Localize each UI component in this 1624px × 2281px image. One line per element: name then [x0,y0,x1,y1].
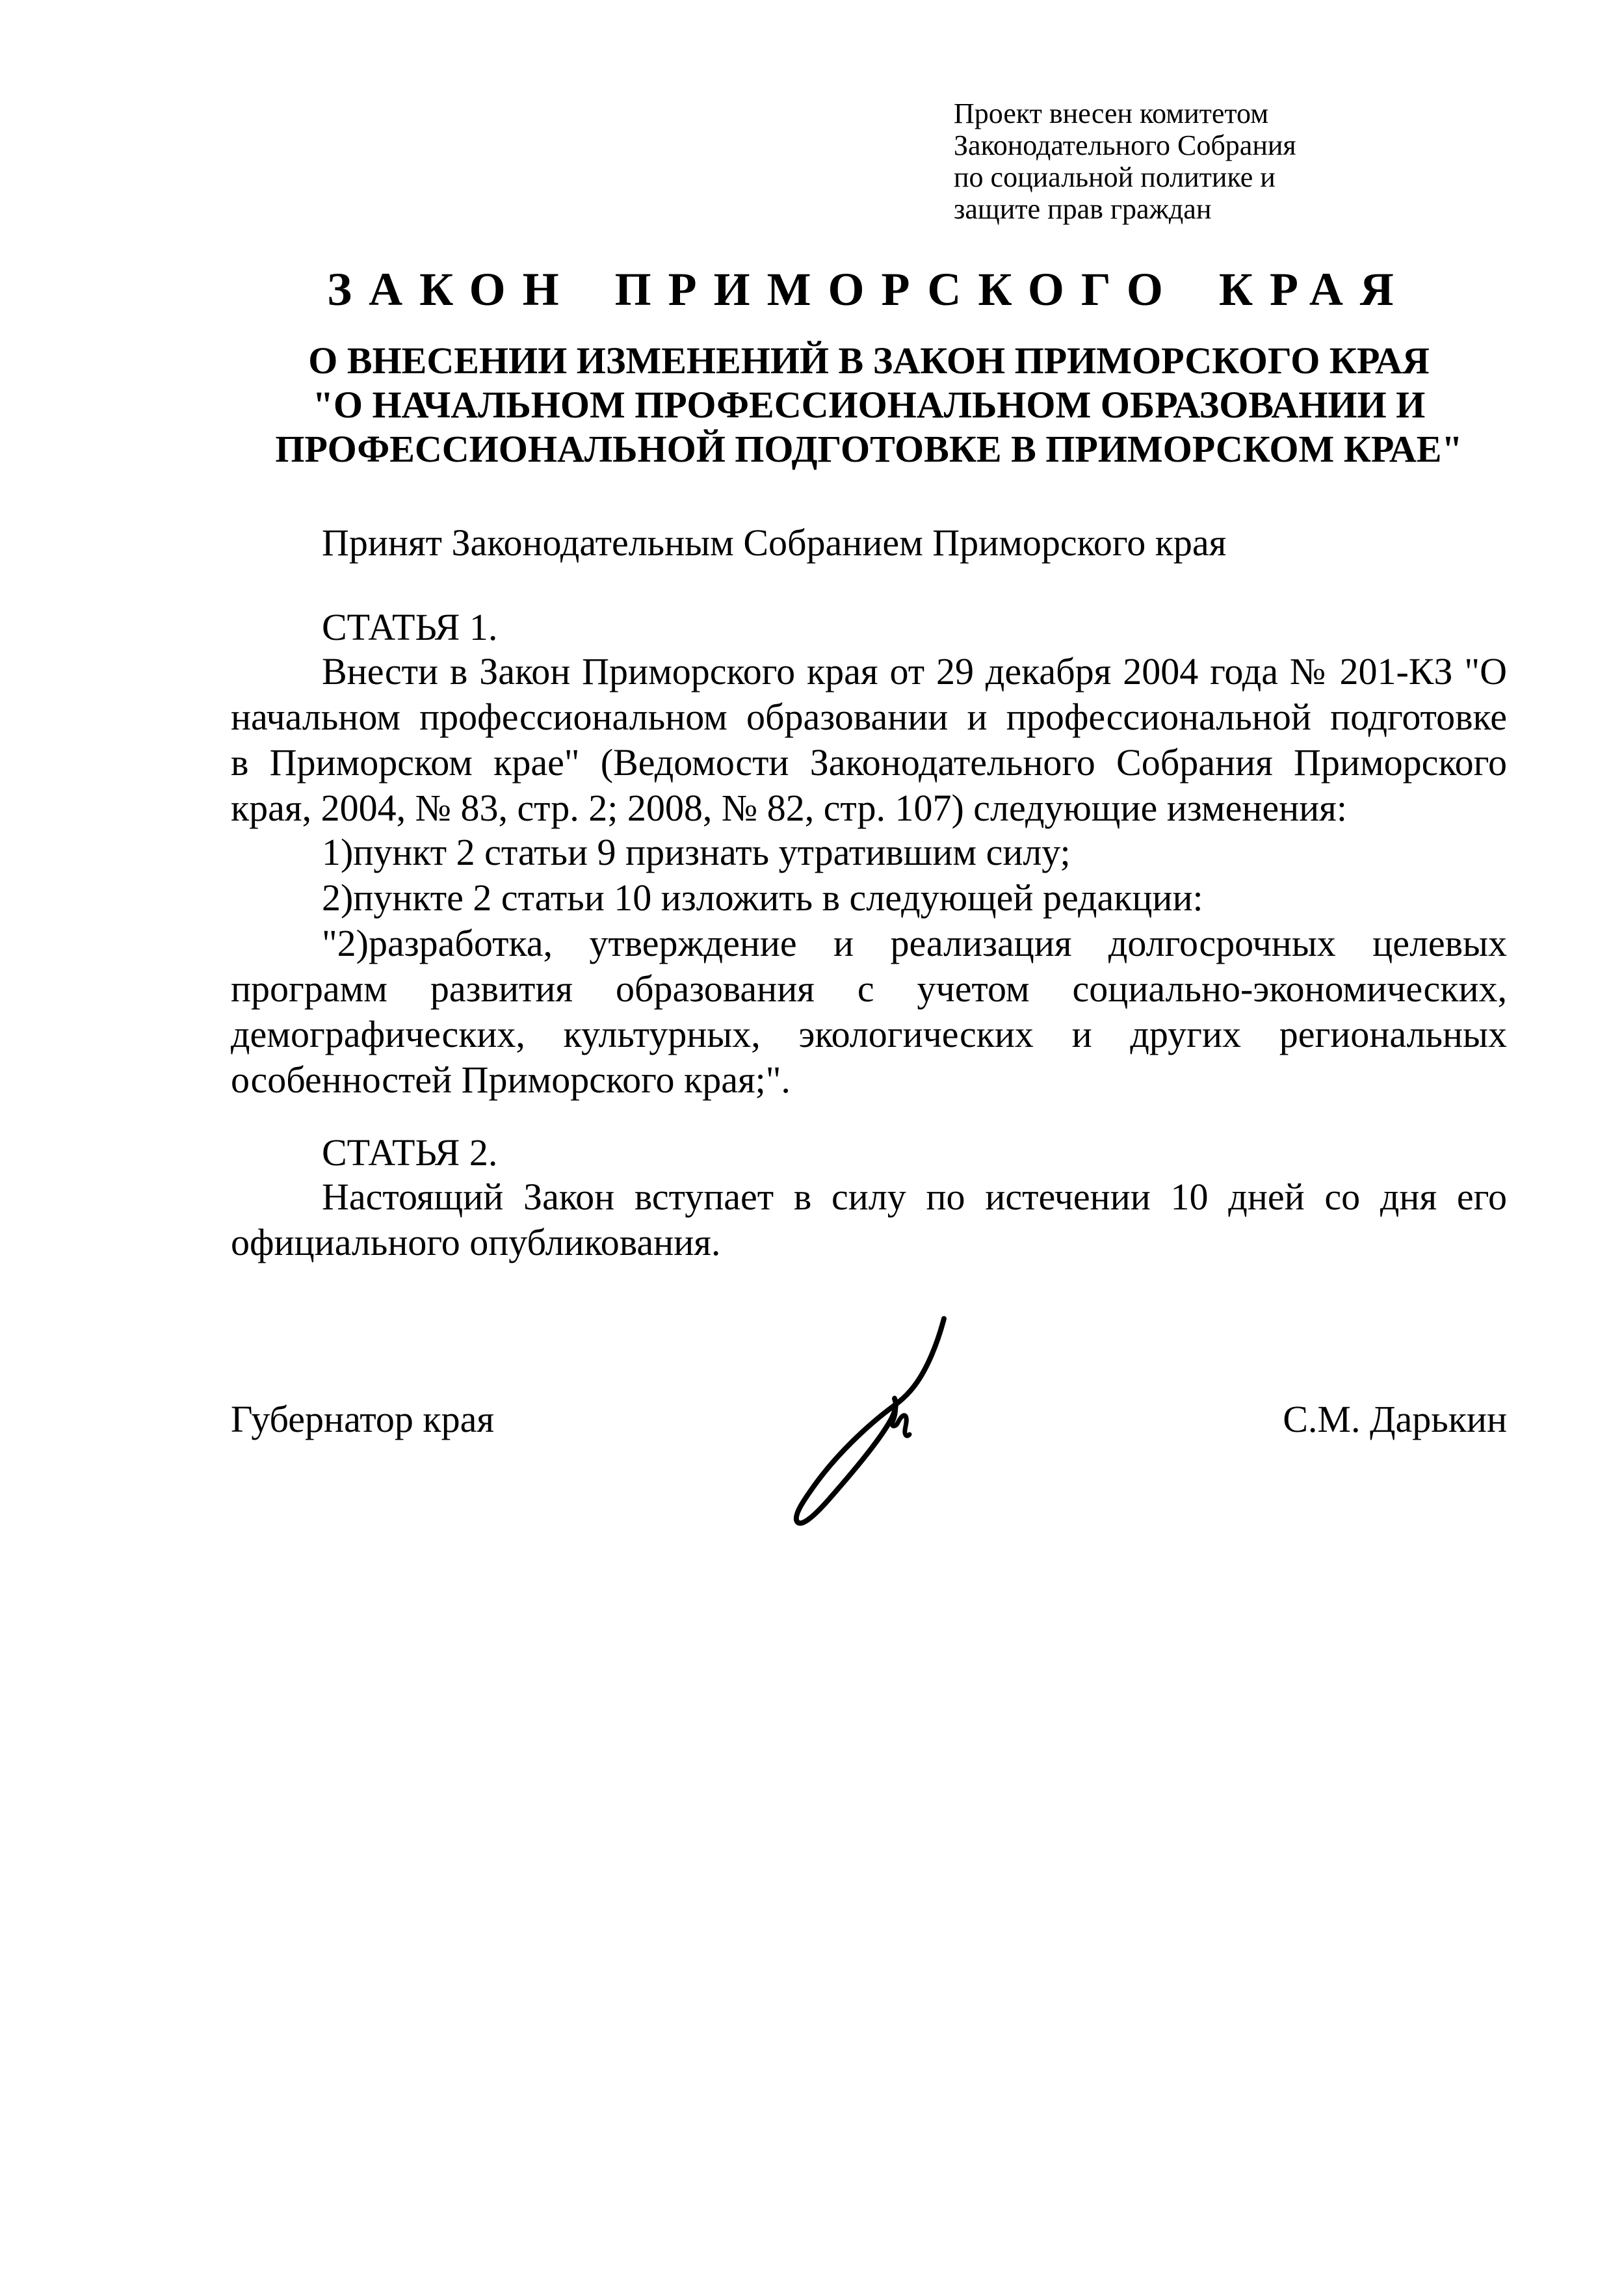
subtitle-line: "О НАЧАЛЬНОМ ПРОФЕССИОНАЛЬНОМ ОБРАЗОВАНИИ И [312,384,1426,426]
text-line: начальном профессиональном образовании и профессиональной подготовке [231,696,1507,738]
subtitle-line: ПРОФЕССИОНАЛЬНОЙ ПОДГОТОВКЕ В ПРИМОРСКОМ КРАЕ" [275,428,1463,470]
article-1-quoted-text [231,921,1507,1103]
submission-note-line: по социальной политике и [954,161,1276,193]
signatory-name: С.М. Дарькин [1283,1398,1507,1440]
article-2-heading: СТАТЬЯ 2. [322,1131,498,1174]
article-1-heading: СТАТЬЯ 1. [322,606,498,648]
text-line: Внести в Закон Приморского края от 29 декабря 2004 года № 201-КЗ "О [322,650,1507,692]
article-1-items [231,830,1507,921]
law-title: ЗАКОН ПРИМОРСКОГО КРАЯ [327,263,1411,315]
article-1-item: 1)пункт 2 статьи 9 признать утратившим силу; [322,831,1071,873]
signatory-position: Губернатор края [231,1398,495,1440]
submission-note-line: Проект внесен комитетом [954,98,1269,129]
text-line: программ развития образования с учетом социально-экономических, [231,968,1507,1010]
article-1-intro [231,649,1507,831]
article-2-body [231,1174,1507,1265]
text-line: края, 2004, № 83, стр. 2; 2008, № 82, стр. 107) следующие изменения: [231,787,1347,829]
submission-note-line: Законодательного Собрания [954,129,1296,161]
text-line: демографических, культурных, экологических и других региональных [231,1013,1507,1055]
submission-note [954,98,1296,225]
text-line: официального опубликования. [231,1221,721,1263]
article-1-item: 2)пункте 2 статьи 10 изложить в следующей редакции: [322,877,1203,919]
text-line: "2)разработка, утверждение и реализация долгосрочных целевых [322,922,1507,964]
text-line: Настоящий Закон вступает в силу по истечении 10 дней со дня его [322,1176,1507,1218]
signature-autograph [748,1300,1040,1561]
text-line: особенностей Приморского края;". [231,1059,791,1101]
submission-note-line: защите прав граждан [954,193,1212,225]
adopted-line: Принят Законодательным Собранием Приморского края [322,521,1227,564]
law-subtitle [231,339,1507,471]
text-line: в Приморском крае" (Ведомости Законодательного Собрания Приморского [231,741,1507,784]
subtitle-line: О ВНЕСЕНИИ ИЗМЕНЕНИЙ В ЗАКОН ПРИМОРСКОГО КРАЯ [308,339,1430,382]
